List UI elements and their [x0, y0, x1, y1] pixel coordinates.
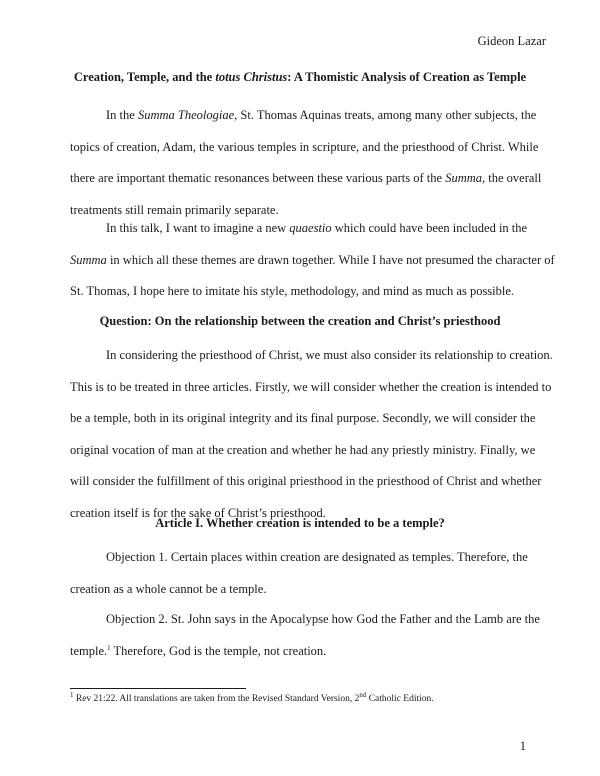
intro-p1-line-2: topics of creation, Adam, the various temples in scripture, and the priesthood of Christ. While — [70, 139, 539, 154]
footnote-ordinal: nd — [359, 690, 367, 699]
footnote-divider — [70, 688, 246, 689]
question-paragraph — [70, 340, 553, 530]
question-line-6: creation itself is for the sake of Christ’s priesthood. — [70, 505, 326, 520]
intro-p2-line-1 — [70, 213, 530, 245]
footnote-mark: 1 — [70, 690, 74, 699]
footnote — [70, 690, 434, 704]
title-part-1: Creation, Temple, and the — [73, 70, 216, 84]
intro-p1-line-3 — [70, 163, 542, 195]
objection-2-l2b: Therefore, God is the temple, not creation. — [110, 643, 327, 658]
intro-p1-l1b: , St. Thomas Aquinas treats, among many other subjects, the — [234, 108, 537, 122]
question-line-3: be a temple, both in its original integrity and its final purpose. Secondly, we will consider the — [70, 411, 536, 426]
page-number: 1 — [519, 739, 526, 753]
intro-p2-l2b: in which all these themes are drawn together. While I have not presumed the character of — [106, 252, 555, 267]
objection-2-l2a: temple. — [70, 643, 108, 658]
intro-p2-line-3: St. Thomas, I hope here to imitate his style, methodology, and mind as much as possible. — [70, 284, 515, 299]
intro-p1-line-1 — [70, 100, 537, 132]
objection-1-line-1: Objection 1. Certain places within creation are designated as temples. Therefore, the — [106, 550, 528, 564]
intro-p1-line-4: treatments still remain primarily separate. — [70, 202, 279, 217]
article-heading: Article I. Whether creation is intended to be a temple? — [155, 516, 445, 530]
intro-p2-line-2 — [70, 245, 555, 277]
document-title — [0, 70, 600, 85]
intro-p1-l3b: , the overall — [482, 171, 542, 186]
intro-p1-l1-italic: Summa Theologiae — [137, 108, 235, 122]
footnote-reference[interactable]: 1 — [107, 643, 111, 652]
footnote-text-b: Catholic Edition. — [366, 694, 434, 704]
intro-p1-l1a: In the — [106, 108, 138, 122]
title-italic: totus Christus — [215, 70, 288, 84]
intro-paragraph-1 — [70, 100, 542, 226]
intro-paragraph-2 — [70, 213, 555, 308]
intro-p2-l1-italic: quaestio — [289, 221, 332, 235]
question-line-4: original vocation of man at the creation and whether he had any priestly ministry. Finally, we — [70, 442, 536, 457]
objection-1 — [70, 542, 530, 605]
question-line-5: will consider the fulfillment of this original priesthood in the priesthood of Christ and whether — [70, 474, 542, 489]
title-part-2: : A Thomistic Analysis of Creation as Temple — [287, 70, 527, 84]
question-line-2: This is to be treated in three articles. Firstly, we will consider whether the creation is intended to — [70, 379, 552, 394]
question-heading: Question: On the relationship between the creation and Christ’s priesthood — [99, 314, 501, 328]
intro-p1-l3-italic: Summa — [445, 171, 483, 186]
intro-p1-l3a: there are important thematic resonances between these various parts of the — [70, 171, 446, 186]
intro-p2-l2-italic: Summa — [70, 252, 107, 267]
intro-p2-l1a: In this talk, I want to imagine a new — [106, 221, 290, 235]
footnote-text-a: Rev 21:22. All translations are taken from the Revised Standard Version, 2 — [73, 694, 360, 704]
objection-2-line-2 — [70, 636, 530, 668]
objection-1-line-2: creation as a whole cannot be a temple. — [70, 581, 267, 596]
intro-p2-l1b: which could have been included in the — [331, 221, 528, 235]
objection-2-line-1: Objection 2. St. John says in the Apocalypse how God the Father and the Lamb are the — [106, 612, 540, 626]
running-header-author: Gideon Lazar — [477, 34, 546, 48]
question-line-1: In considering the priesthood of Christ, we must also consider its relationship to creation. — [106, 348, 553, 362]
objection-2 — [70, 604, 540, 667]
